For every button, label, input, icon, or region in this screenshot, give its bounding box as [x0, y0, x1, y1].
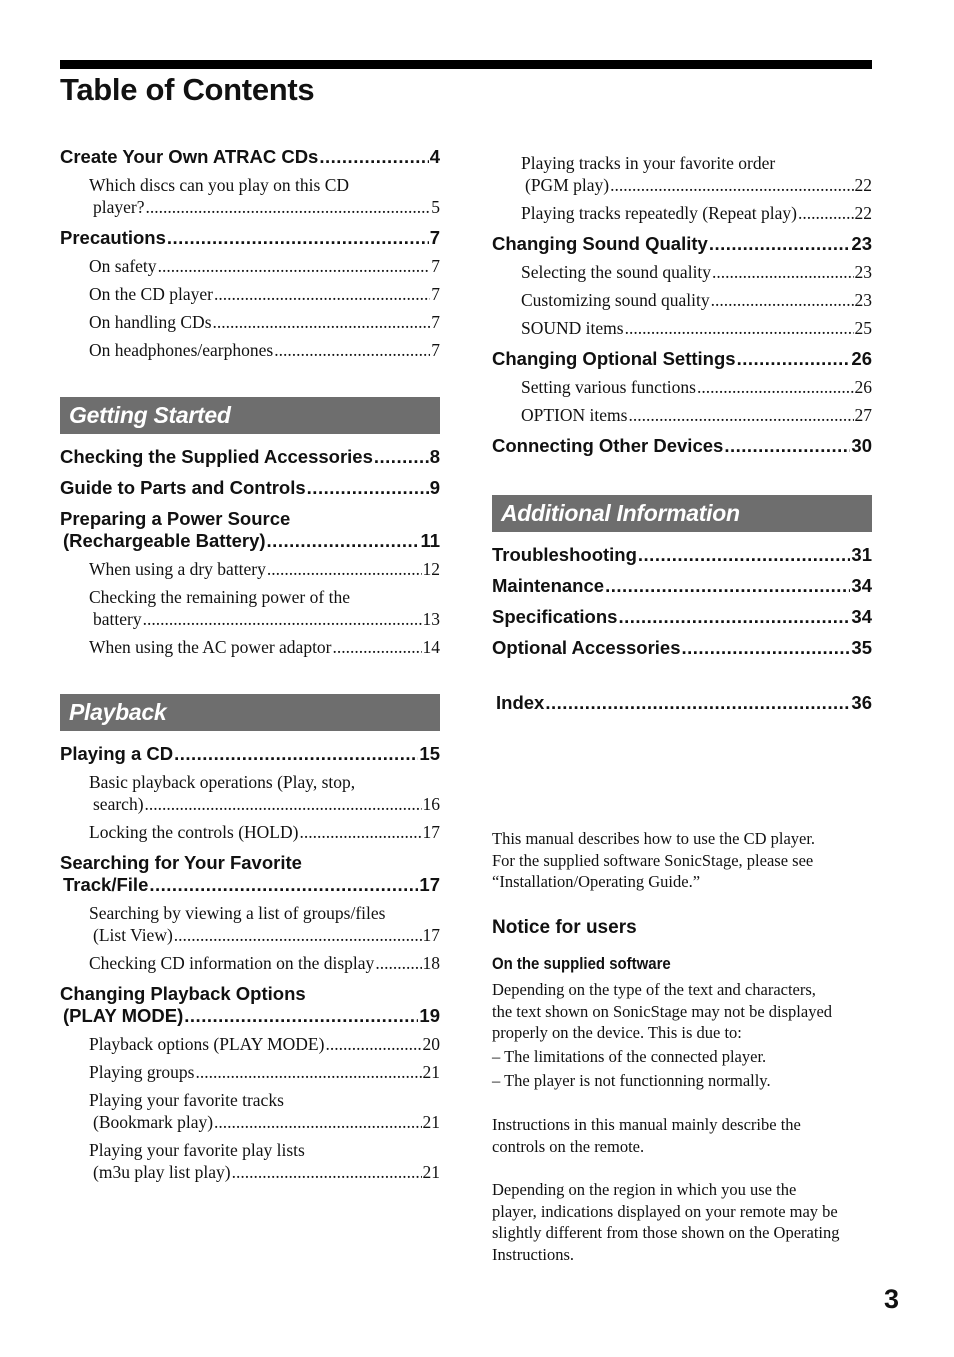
notice-subheading: On the supplied software — [492, 954, 671, 973]
toc-entry-continuation: battery — [93, 609, 142, 629]
toc-entry-row — [60, 874, 440, 896]
intro-line: “Installation/Operating Guide.” — [492, 872, 701, 891]
toc-entry-text: Connecting Other Devices — [492, 435, 724, 456]
toc-page-number: 7 — [431, 256, 440, 276]
toc-entry-text: Basic playback operations (Play, stop, — [89, 772, 356, 792]
toc-entry-text: Setting various functions — [521, 377, 696, 397]
toc-page-number: 21 — [422, 1112, 440, 1132]
toc-entry-text: Checking the remaining power of the — [89, 587, 350, 607]
toc-entry-index[interactable] — [492, 692, 872, 714]
toc-entry-continuation: (Bookmark play) — [93, 1112, 214, 1132]
page-number: 3 — [884, 1284, 900, 1314]
leader-dots — [146, 196, 431, 218]
toc-heading-entry[interactable] — [492, 544, 872, 566]
toc-page-number: 36 — [851, 692, 872, 713]
toc-subentry[interactable] — [60, 558, 440, 580]
toc-heading-entry[interactable] — [60, 852, 440, 896]
leader-dots — [196, 1061, 422, 1083]
toc-entry-row — [60, 1005, 440, 1027]
leader-dots — [319, 146, 428, 168]
toc-entry-text: Searching for Your Favorite — [60, 852, 302, 873]
toc-page-number: 7 — [431, 284, 440, 304]
toc-page-number: 20 — [422, 1034, 440, 1054]
toc-entry-text: Index — [496, 692, 545, 713]
title-rule — [60, 60, 872, 69]
toc-page-number: 18 — [422, 953, 440, 973]
toc-subentry[interactable] — [60, 821, 440, 843]
toc-page-number: 35 — [851, 637, 872, 658]
notice-heading: Notice for users — [492, 917, 637, 938]
toc-entry-text: SOUND items — [521, 318, 624, 338]
toc-entry-row — [521, 174, 872, 196]
toc-page-number: 27 — [854, 405, 872, 425]
leader-dots — [375, 952, 421, 974]
intro-line: For the supplied software SonicStage, please see — [492, 850, 814, 870]
toc-entry-continuation: Track/File — [63, 874, 149, 895]
section-banner-additional-information: Additional Information — [492, 495, 872, 532]
toc-list — [60, 743, 440, 1183]
toc-page-number: 8 — [429, 446, 440, 467]
toc-page-number: 13 — [422, 609, 440, 629]
toc-page-number: 17 — [422, 925, 440, 945]
toc-entry-text: Changing Sound Quality — [492, 233, 708, 254]
toc-entry-text: Guide to Parts and Controls — [60, 477, 306, 498]
leader-dots — [143, 608, 422, 630]
leader-dots — [184, 1005, 418, 1027]
toc-entry-text: On safety — [89, 256, 157, 276]
leader-dots — [167, 227, 429, 249]
toc-entry-text: Playing a CD — [60, 743, 174, 764]
page-title: Table of Contents — [60, 72, 315, 107]
toc-entry-text: OPTION items — [521, 405, 628, 425]
leader-dots — [158, 255, 431, 277]
toc-subentry[interactable] — [492, 317, 872, 339]
toc-entry-text: Precautions — [60, 227, 166, 248]
toc-entry-row — [89, 608, 440, 630]
paragraph-line: Instructions in this manual mainly describe the — [492, 1115, 801, 1134]
section-banner-playback: Playback — [60, 694, 440, 731]
toc-subentry[interactable] — [60, 952, 440, 974]
leader-dots — [737, 348, 851, 370]
toc-entry-text: Which discs can you play on this CD — [89, 175, 350, 195]
leader-dots — [638, 544, 851, 566]
toc-entry-row — [60, 530, 440, 552]
toc-heading-entry[interactable] — [60, 743, 440, 765]
toc-page-number: 30 — [851, 435, 872, 456]
toc-subentry[interactable] — [60, 636, 440, 658]
toc-subentry[interactable] — [60, 902, 440, 946]
leader-dots — [232, 1161, 422, 1183]
toc-entry-text: Playing tracks repeatedly (Repeat play) — [521, 203, 798, 223]
toc-subentry[interactable] — [60, 586, 440, 630]
toc-page-number: 5 — [431, 197, 440, 217]
notice-paragraph-2 — [492, 1114, 882, 1157]
toc-entry-continuation: (List View) — [93, 925, 173, 945]
toc-list — [492, 152, 872, 457]
toc-page-number: 17 — [422, 822, 440, 842]
paragraph-line: player, indications displayed on your remote may be — [492, 1201, 838, 1221]
paragraph-line: properly on the device. This is due to: — [492, 1023, 742, 1042]
toc-heading-entry[interactable] — [60, 983, 440, 1027]
paragraph-line: slightly different from those shown on the Operating — [492, 1223, 840, 1242]
leader-dots — [145, 793, 422, 815]
leader-dots — [724, 435, 850, 457]
toc-page-number: 34 — [851, 575, 872, 596]
toc-entry-text: On handling CDs — [89, 312, 212, 332]
toc-entry-text: Preparing a Power Source — [60, 508, 291, 529]
leader-dots — [374, 446, 429, 468]
toc-column-right — [492, 146, 872, 714]
toc-entry-text: When using a dry battery — [89, 559, 266, 579]
leader-dots — [798, 202, 853, 224]
paragraph-line: the text shown on SonicStage may not be displayed — [492, 1001, 833, 1021]
toc-subentry[interactable] — [60, 771, 440, 815]
toc-subentry[interactable] — [492, 404, 872, 426]
toc-subentry[interactable] — [60, 1089, 440, 1133]
toc-entry-text: When using the AC power adaptor — [89, 637, 332, 657]
toc-page-number: 19 — [419, 1005, 440, 1026]
leader-dots — [149, 874, 418, 896]
toc-subentry[interactable] — [492, 202, 872, 224]
toc-entry-continuation: (Rechargeable Battery) — [63, 530, 266, 551]
toc-page-number: 21 — [422, 1162, 440, 1182]
toc-page-number: 22 — [854, 203, 872, 223]
toc-page-number: 22 — [854, 175, 872, 195]
leader-dots — [325, 1033, 421, 1055]
leader-dots — [174, 743, 418, 765]
toc-page-number: 26 — [851, 348, 872, 369]
toc-page-number: 23 — [854, 262, 872, 282]
toc-heading-entry[interactable] — [492, 233, 872, 255]
toc-entry-row — [89, 1111, 440, 1133]
leader-dots — [625, 317, 854, 339]
toc-page-number: 4 — [429, 146, 440, 167]
leader-dots — [174, 924, 422, 946]
toc-entry-text: Customizing sound quality — [521, 290, 710, 310]
toc-heading-entry[interactable] — [492, 606, 872, 628]
toc-entry-continuation: search) — [93, 794, 144, 814]
toc-subentry[interactable] — [60, 311, 440, 333]
toc-entry-row — [89, 196, 440, 218]
leader-dots — [712, 261, 853, 283]
toc-entry-text: Playing tracks in your favorite order — [521, 153, 776, 173]
section-banner-getting-started: Getting Started — [60, 397, 440, 434]
notice-paragraph-3 — [492, 1179, 882, 1265]
leader-dots — [214, 283, 430, 305]
toc-entry-text: Playback options (PLAY MODE) — [89, 1034, 325, 1054]
toc-subentry[interactable] — [60, 1061, 440, 1083]
bullet-item: – The player is not functionning normally. — [492, 1071, 771, 1090]
toc-page-number: 15 — [419, 743, 440, 764]
toc-entry-row — [89, 1161, 440, 1183]
leader-dots — [618, 606, 850, 628]
toc-entry-text: On headphones/earphones — [89, 340, 274, 360]
toc-page-number: 26 — [854, 377, 872, 397]
leader-dots — [682, 637, 851, 659]
toc-subentry[interactable] — [60, 339, 440, 361]
toc-page-number: 17 — [419, 874, 440, 895]
paragraph-line: controls on the remote. — [492, 1136, 645, 1156]
intro-paragraph — [492, 828, 882, 893]
toc-subentry[interactable] — [60, 1139, 440, 1183]
toc-entry-text: Selecting the sound quality — [521, 262, 712, 282]
leader-dots — [307, 477, 429, 499]
toc-subentry[interactable] — [60, 255, 440, 277]
toc-page-number: 31 — [851, 544, 872, 565]
toc-subentry[interactable] — [492, 261, 872, 283]
toc-heading-entry[interactable] — [60, 477, 440, 499]
leader-dots — [610, 174, 853, 196]
toc-entry-continuation: (PGM play) — [525, 175, 610, 195]
toc-entry-text: Playing groups — [89, 1062, 195, 1082]
toc-entry-text: Specifications — [492, 606, 618, 627]
toc-page-number: 14 — [422, 637, 440, 657]
leader-dots — [299, 821, 421, 843]
paragraph-line: Depending on the type of the text and characters, — [492, 980, 816, 999]
toc-page-number: 23 — [851, 233, 872, 254]
toc-subentry[interactable] — [492, 289, 872, 311]
toc-entry-text: Changing Playback Options — [60, 983, 306, 1004]
toc-heading-entry[interactable] — [492, 435, 872, 457]
toc-heading-entry[interactable] — [492, 575, 872, 597]
toc-heading-entry[interactable] — [60, 446, 440, 468]
toc-subentry[interactable] — [492, 152, 872, 196]
leader-dots — [214, 1111, 421, 1133]
toc-entry-continuation: (PLAY MODE) — [63, 1005, 184, 1026]
toc-entry-text: Searching by viewing a list of groups/files — [89, 903, 386, 923]
toc-entry-text: Playing your favorite play lists — [89, 1140, 305, 1160]
toc-page-number: 25 — [854, 318, 872, 338]
toc-page-number: 9 — [429, 477, 440, 498]
leader-dots — [267, 558, 422, 580]
toc-subentry[interactable] — [60, 1033, 440, 1055]
toc-page-number: 23 — [854, 290, 872, 310]
leader-dots — [605, 575, 850, 597]
toc-page-number: 7 — [431, 340, 440, 360]
bullet-item: – The limitations of the connected player. — [492, 1047, 767, 1066]
leader-dots — [274, 339, 430, 361]
toc-page-number: 16 — [422, 794, 440, 814]
toc-heading-entry[interactable] — [492, 348, 872, 370]
paragraph-line: Instructions. — [492, 1244, 575, 1264]
toc-entry-text: Locking the controls (HOLD) — [89, 822, 299, 842]
toc-list — [60, 146, 440, 361]
toc-entry-row — [89, 793, 440, 815]
toc-list — [492, 544, 872, 659]
toc-entry-continuation: player? — [93, 197, 145, 217]
toc-entry-text: Playing your favorite tracks — [89, 1090, 284, 1110]
toc-page-number: 12 — [422, 559, 440, 579]
toc-heading-entry[interactable] — [60, 227, 440, 249]
toc-entry-text: Changing Optional Settings — [492, 348, 736, 369]
toc-page-number: 7 — [429, 227, 440, 248]
toc-page-number: 7 — [431, 312, 440, 332]
toc-entry-text: On the CD player — [89, 284, 213, 304]
toc-entry-text: Checking the Supplied Accessories — [60, 446, 373, 467]
leader-dots — [709, 233, 851, 255]
leader-dots — [628, 404, 853, 426]
toc-entry-continuation: (m3u play list play) — [93, 1162, 231, 1182]
toc-column-left — [60, 146, 440, 1183]
toc-entry-text: Troubleshooting — [492, 544, 637, 565]
toc-page-number: 34 — [851, 606, 872, 627]
toc-heading-entry[interactable] — [60, 146, 440, 168]
toc-subentry[interactable] — [60, 283, 440, 305]
leader-dots — [697, 376, 854, 398]
toc-subentry[interactable] — [492, 376, 872, 398]
notice-paragraph-1 — [492, 979, 882, 1044]
leader-dots — [545, 692, 850, 714]
toc-page-number: 11 — [420, 530, 440, 551]
intro-line: This manual describes how to use the CD player. — [492, 829, 816, 848]
toc-heading-entry[interactable] — [60, 508, 440, 552]
toc-entry-text: Create Your Own ATRAC CDs — [60, 146, 319, 167]
leader-dots — [333, 636, 422, 658]
toc-page-number: 21 — [422, 1062, 440, 1082]
toc-subentry[interactable] — [60, 174, 440, 218]
paragraph-line: Depending on the region in which you use the — [492, 1180, 797, 1199]
toc-entry-text: Optional Accessories — [492, 637, 681, 658]
leader-dots — [213, 311, 431, 333]
toc-list — [60, 446, 440, 658]
toc-entry-text: Checking CD information on the display — [89, 953, 375, 973]
toc-entry-text: Maintenance — [492, 575, 605, 596]
toc-entry-row — [89, 924, 440, 946]
leader-dots — [711, 289, 854, 311]
leader-dots — [267, 530, 420, 552]
toc-heading-entry[interactable] — [492, 637, 872, 659]
